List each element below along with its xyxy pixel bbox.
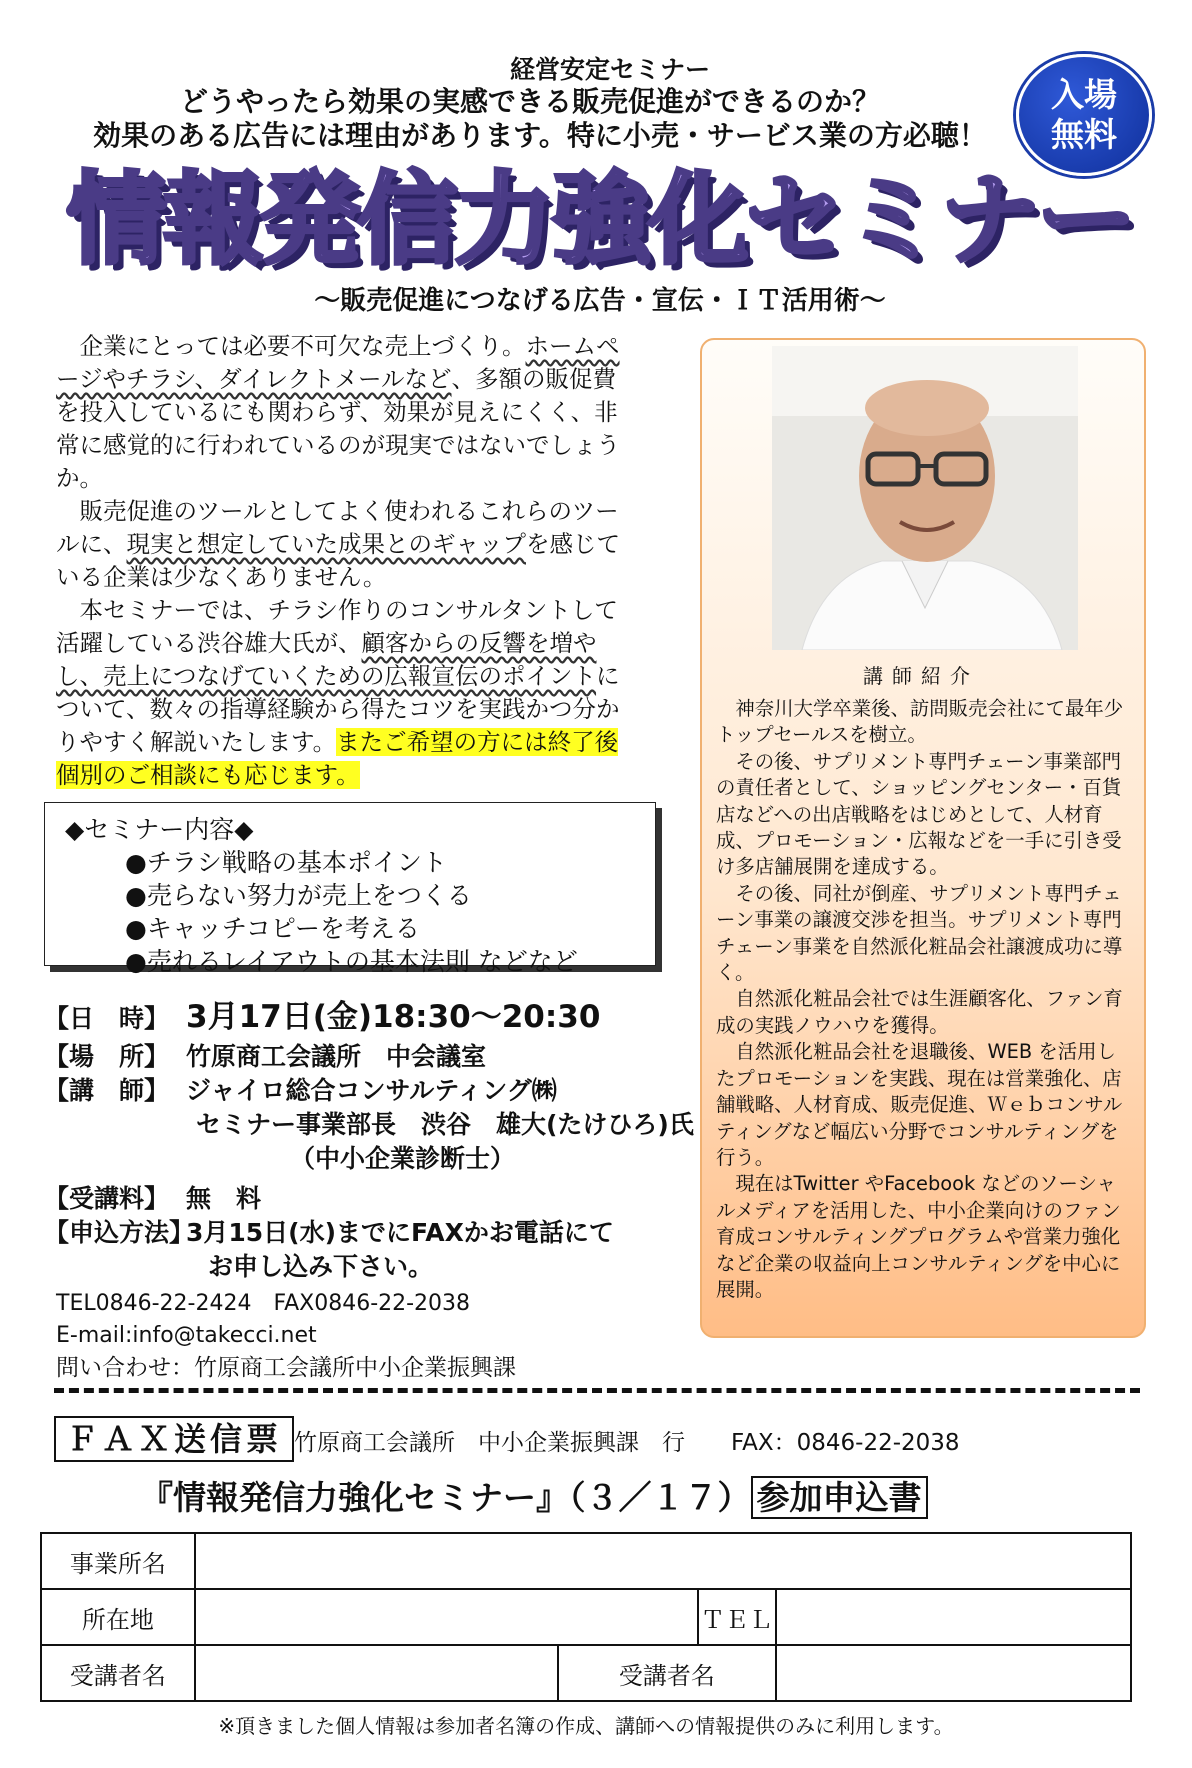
content-item: ●売らない努力が売上をつくる xyxy=(125,881,472,910)
apply-value-2: お申し込み下さい。 xyxy=(208,1252,434,1281)
form-title-boxed: 参加申込書 xyxy=(751,1476,928,1519)
apply-row xyxy=(44,1216,614,1250)
tel-input-cell[interactable] xyxy=(776,1589,1131,1645)
lecturer-photo xyxy=(772,346,1078,650)
place-label: 【場 所】 xyxy=(44,1042,170,1071)
form-title xyxy=(140,1472,928,1519)
attendee-input-cell-1[interactable] xyxy=(195,1645,558,1701)
lecturer-name: セミナー事業部長 渋谷 雄大(たけひろ)氏 xyxy=(196,1110,694,1139)
intro-paragraph-3: 本セミナーでは、チラシ作りのコンサルタントして活躍している渋谷雄大氏が、顧客からの反響を増やし、売上につなげていくための広報宣伝のポイントについて、数々の指導経験から得たコツを実践かつ分かりやすく解説いたします。またご希望の方には終了後個別のご相談にも応じます。 xyxy=(56,596,620,789)
tel-label: ＴＥＬ xyxy=(698,1589,776,1645)
intro-paragraph-1: 企業にとっては必要不可欠な売上づくり。ホームページやチラシ、ダイレクトメールなど、多額の販促費を投入しているにも関わらず、効果が見えにくく、非常に感覚的に行われているのが現実ではないでしょうか。 xyxy=(56,332,620,492)
apply-label: 【申込方法】 xyxy=(44,1218,195,1247)
badge-line-2: 無料 xyxy=(1051,115,1117,154)
profile-paragraph: その後、同社が倒産、サプリメント専門チェーン事業の譲渡交渉を担当。サプリメント専門チェーン事業を自然派化粧品会社譲渡成功に導く。 xyxy=(716,881,1123,985)
underlined-phrase: ホームページやチラシ、ダイレクトメールなど xyxy=(56,332,620,393)
form-row-office xyxy=(41,1533,1131,1589)
fee-value: 無 料 xyxy=(186,1184,262,1213)
application-form-table xyxy=(40,1532,1132,1702)
office-label: 事業所名 xyxy=(41,1533,195,1589)
fee-label: 【受講料】 xyxy=(44,1184,170,1213)
content-heading: ◆セミナー内容◆ xyxy=(65,815,254,844)
profile-paragraph: 自然派化粧品会社を退職後、WEB を活用したプロモーションを実践、現在は営業強化、店舗戦略、人材育成、販売促進、Ｗｅｂコンサルティングなど幅広い分野でコンサルティングを行う。 xyxy=(716,1040,1123,1169)
attendee-input-cell-2[interactable] xyxy=(776,1645,1131,1701)
badge-line-1: 入場 xyxy=(1051,75,1117,114)
free-admission-badge xyxy=(1016,54,1152,176)
highlighted-phrase: またご希望の方には終了後個別のご相談にも応じます。 xyxy=(56,728,619,789)
headline-question: どうやったら効果の実感できる販売促進ができるのか？ xyxy=(179,85,880,118)
address-input-cell[interactable] xyxy=(195,1589,698,1645)
lecturer-portrait-illustration xyxy=(772,346,1078,650)
address-label: 所在地 xyxy=(41,1589,195,1645)
profile-text xyxy=(716,696,1126,1303)
office-input-cell[interactable] xyxy=(195,1533,1131,1589)
date-value: 3月17日(金)18:30～20:30 xyxy=(186,999,601,1035)
page-title: 情報発信力強化セミナー xyxy=(66,161,1134,278)
seminar-content-box xyxy=(44,802,656,976)
date-label: 【日 時】 xyxy=(44,1004,170,1033)
privacy-note: ※頂きました個人情報は参加者名簿の作成、講師への情報提供のみに利用します。 xyxy=(218,1714,954,1738)
lecturer-company: ジャイロ総合コンサルティング㈱ xyxy=(186,1076,557,1105)
form-row-address xyxy=(41,1589,1131,1645)
profile-paragraph: その後、サプリメント専門チェーン事業部門の責任者として、ショッピングセンター・百貨店などへの出店戦略をはじめとして、人材育成、プロモーション・広報などを一手に引き受け多店舗展開を達成する。 xyxy=(716,749,1122,879)
headline-statement: 効果のある広告には理由があります。特に小売・サービス業の方必聴！ xyxy=(93,119,987,152)
profile-heading: 講師紹介 xyxy=(863,664,979,688)
profile-paragraph: 現在はTwitter やFacebook などのソーシャルメディアを活用した、中小企業向けのファン育成コンサルティングプログラムや営業力強化など企業の収益向上コンサルティングを中心に展開。 xyxy=(716,1172,1121,1301)
content-item: ●キャッチコピーを考える xyxy=(125,914,420,943)
lecturer-label: 【講 師】 xyxy=(44,1076,170,1105)
tel-fax-line: TEL0846-22-2424 FAX0846-22-2038 xyxy=(56,1291,471,1316)
fax-sheet-label: ＦＡＸ送信票 xyxy=(54,1416,294,1462)
profile-paragraph: 自然派化粧品会社では生涯顧客化、ファン育成の実践ノウハウを獲得。 xyxy=(716,987,1123,1037)
intro-paragraph-2: 販売促進のツールとしてよく使われるこれらのツールに、現実と想定していた成果とのギャップを感じている企業は少なくありません。 xyxy=(56,497,620,591)
seminar-category: 経営安定セミナー xyxy=(509,55,710,84)
form-row-attendees xyxy=(41,1645,1131,1701)
inquiry-line: 問い合わせ：竹原商工会議所中小企業振興課 xyxy=(56,1355,516,1381)
content-item: ●チラシ戦略の基本ポイント xyxy=(125,848,447,877)
attendee-label-1: 受講者名 xyxy=(41,1645,195,1701)
date-row xyxy=(44,1000,600,1036)
place-value: 竹原商工会議所 中会議室 xyxy=(186,1042,487,1071)
profile-paragraph: 神奈川大学卒業後、訪問販売会社にて最年少トップセールスを樹立。 xyxy=(716,697,1124,747)
form-title-main: 『情報発信力強化セミナー』（３／１７） xyxy=(140,1478,751,1517)
underlined-phrase: 顧客からの反響を増やし、売上につなげていくための広報宣伝のポイント xyxy=(56,629,597,690)
email-line: E-mail:info@takecci.net xyxy=(56,1323,317,1348)
content-item: ●売れるレイアウトの基本法則 などなど xyxy=(125,947,578,976)
title-tagline: ～販売促進につなげる広告・宣伝・ＩＴ活用術～ xyxy=(314,286,886,316)
intro-text xyxy=(56,330,636,792)
lecturer-row xyxy=(44,1074,557,1108)
fax-recipient: 竹原商工会議所 中小企業振興課 行 FAX：0846-22-2038 xyxy=(294,1430,960,1456)
cut-line-divider xyxy=(54,1388,1140,1393)
attendee-label-2: 受講者名 xyxy=(558,1645,776,1701)
lecturer-qualification: （中小企業診断士） xyxy=(290,1144,516,1173)
content-list xyxy=(61,846,639,978)
fee-row xyxy=(44,1182,261,1216)
apply-value: 3月15日(水)までにFAXかお電話にて xyxy=(186,1218,614,1247)
place-row xyxy=(44,1040,486,1074)
underlined-phrase: 現実と想定していた成果とのギャップ xyxy=(126,530,526,558)
